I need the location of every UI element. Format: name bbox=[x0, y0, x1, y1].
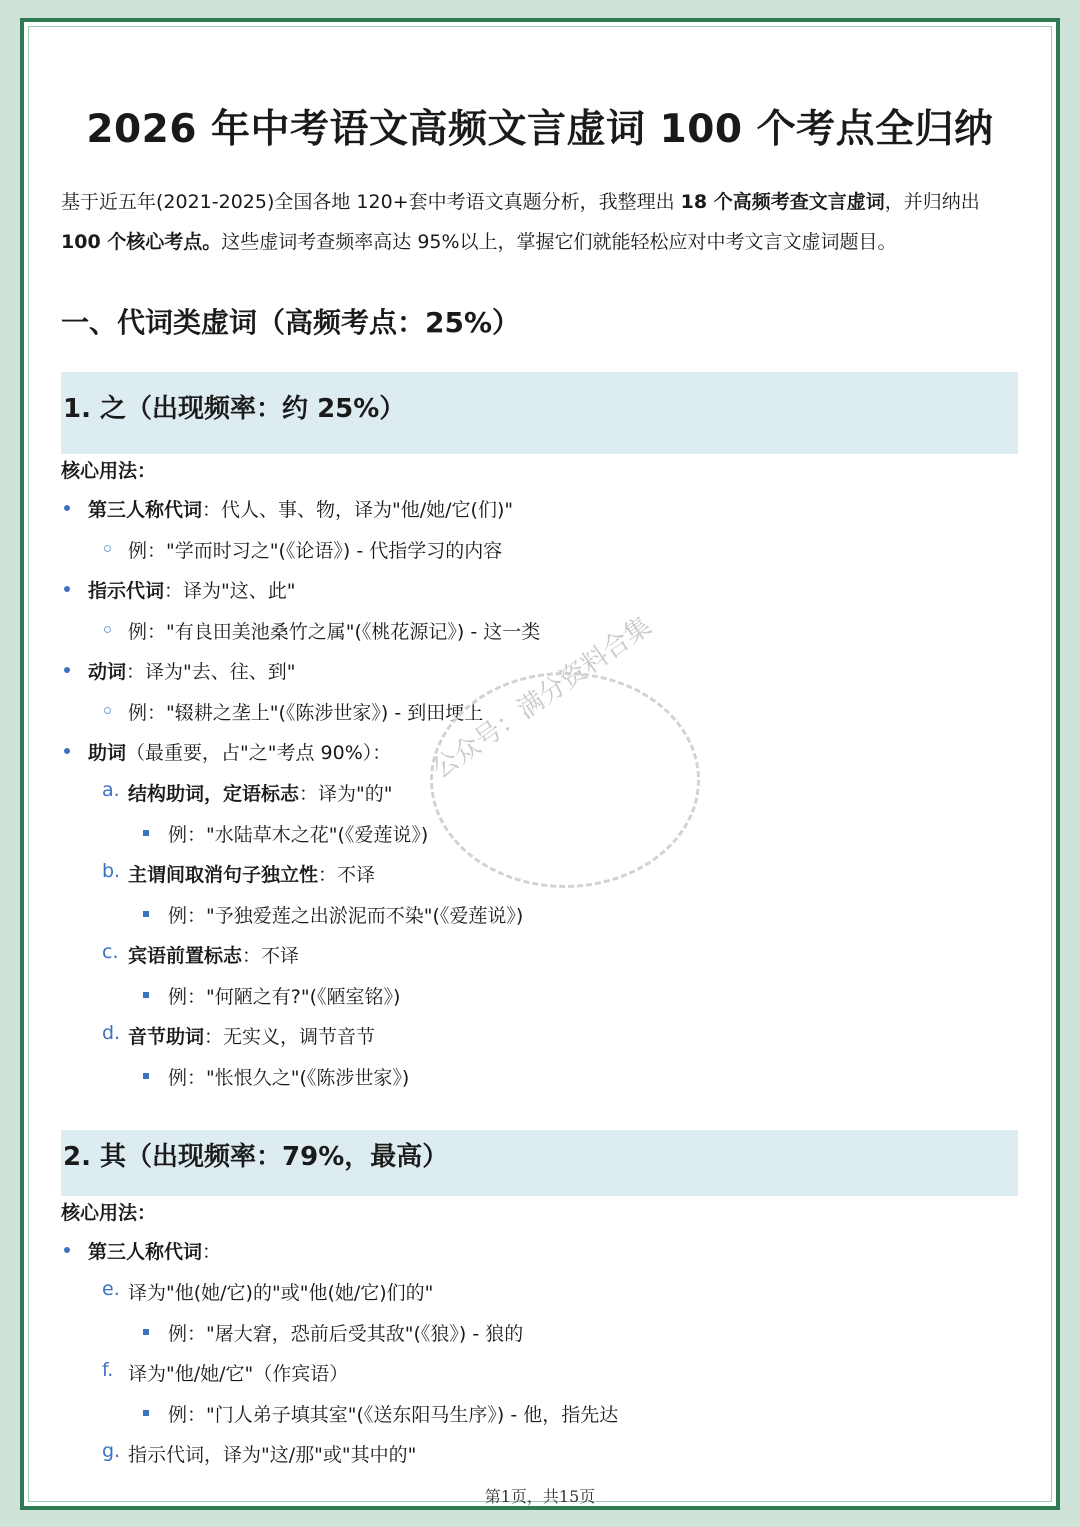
item-bold: 助词 bbox=[88, 742, 127, 764]
sub-item bbox=[128, 941, 299, 968]
item-text: ：译为"的" bbox=[299, 783, 393, 805]
sub-item bbox=[128, 860, 375, 887]
list-letter: g. bbox=[102, 1440, 121, 1462]
example-line: 例："屠大窘，恐前后受其敌"(《狼》) - 狼的 bbox=[168, 1323, 524, 1345]
list-letter: e. bbox=[102, 1278, 120, 1300]
list-letter: a. bbox=[102, 779, 120, 801]
item2-core-label: 核心用法： bbox=[61, 1202, 157, 1224]
intro-paragraph bbox=[61, 182, 1021, 262]
bullet-icon bbox=[64, 586, 70, 592]
item2-heading: 2. 其（出现频率：79%，最高） bbox=[61, 1130, 1018, 1196]
square-bullet-icon bbox=[143, 992, 149, 998]
example-line: 例："门人弟子填其室"(《送东阳马生序》) - 他，指先达 bbox=[168, 1404, 619, 1426]
document-page bbox=[20, 18, 1060, 1510]
sub-item bbox=[128, 779, 393, 806]
example-line: 例："怅恨久之"(《陈涉世家》) bbox=[168, 1067, 410, 1089]
bullet-icon bbox=[64, 667, 70, 673]
example-line: 例："何陋之有?"(《陋室铭》) bbox=[168, 986, 401, 1008]
item-bold: 结构助词，定语标志 bbox=[128, 783, 300, 805]
watermark-stamp bbox=[430, 672, 700, 888]
sub-item: 指示代词，译为"这/那"或"其中的" bbox=[128, 1444, 417, 1466]
document-title: 2026 年中考语文高频文言虚词 100 个考点全归纳 bbox=[86, 107, 994, 152]
bullet-icon bbox=[64, 505, 70, 511]
item-text: ：不译 bbox=[318, 864, 376, 886]
example-line: 例："予独爱莲之出淤泥而不染"(《爱莲说》) bbox=[168, 905, 524, 927]
list-item bbox=[88, 576, 296, 603]
page-footer: 第1页，共15页 bbox=[484, 1487, 596, 1506]
item1-core-label: 核心用法： bbox=[61, 460, 157, 482]
item-bold: 第三人称代词 bbox=[88, 1241, 203, 1263]
sub-item bbox=[128, 1022, 375, 1049]
list-item bbox=[88, 657, 296, 684]
item-bold: 第三人称代词 bbox=[88, 499, 203, 521]
list-item bbox=[88, 495, 513, 522]
item-text: ：译为"这、此" bbox=[164, 580, 296, 602]
square-bullet-icon bbox=[143, 1073, 149, 1079]
sub-item: 译为"他/她/它"（作宾语） bbox=[128, 1363, 349, 1385]
list-item bbox=[88, 1237, 221, 1264]
list-letter: c. bbox=[102, 941, 119, 963]
list-letter: d. bbox=[102, 1022, 121, 1044]
item-text: ：无实义，调节音节 bbox=[204, 1026, 376, 1048]
square-bullet-icon bbox=[143, 1410, 149, 1416]
bullet-icon bbox=[64, 1247, 70, 1253]
item-text: （最重要，占"之"考点 90%）： bbox=[126, 742, 392, 764]
example-line: 例："辍耕之垄上"(《陈涉世家》) - 到田埂上 bbox=[128, 702, 484, 724]
intro-text-1: 基于近五年(2021-2025)全国各地 120+套中考语文真题分析，我整理出 bbox=[61, 191, 681, 213]
sub-bullet-icon bbox=[104, 545, 111, 552]
item-text: ： bbox=[202, 1241, 222, 1263]
section-heading: 一、代词类虚词（高频考点：25%） bbox=[61, 306, 521, 339]
list-letter: b. bbox=[102, 860, 121, 882]
item-text: ：不译 bbox=[242, 945, 300, 967]
item-bold: 指示代词 bbox=[88, 580, 165, 602]
square-bullet-icon bbox=[143, 911, 149, 917]
square-bullet-icon bbox=[143, 830, 149, 836]
watermark-text: 公众号：满分资料合集 bbox=[426, 611, 658, 785]
item-text: ：代人、事、物，译为"他/她/它(们)" bbox=[202, 499, 514, 521]
intro-bold-1: 18 个高频考查文言虚词 bbox=[680, 191, 885, 213]
list-letter: f. bbox=[102, 1359, 114, 1381]
list-item bbox=[88, 738, 391, 765]
sub-bullet-icon bbox=[104, 707, 111, 714]
example-line: 例："有良田美池桑竹之属"(《桃花源记》) - 这一类 bbox=[128, 621, 541, 643]
item-bold: 宾语前置标志 bbox=[128, 945, 243, 967]
square-bullet-icon bbox=[143, 1329, 149, 1335]
item-bold: 主谓间取消句子独立性 bbox=[128, 864, 319, 886]
item-bold: 动词 bbox=[88, 661, 127, 683]
intro-bold-2: 100 个核心考点。 bbox=[61, 231, 222, 253]
intro-text-3: 这些虚词考查频率高达 95%以上，掌握它们就能轻松应对中考文言文虚词题目。 bbox=[221, 231, 897, 253]
bullet-icon bbox=[64, 748, 70, 754]
item1-heading: 1. 之（出现频率：约 25%） bbox=[61, 372, 1018, 454]
item-bold: 音节助词 bbox=[128, 1026, 205, 1048]
example-line: 例："水陆草木之花"(《爱莲说》) bbox=[168, 824, 429, 846]
sub-bullet-icon bbox=[104, 626, 111, 633]
sub-item: 译为"他(她/它)的"或"他(她/它)们的" bbox=[128, 1282, 434, 1304]
example-line: 例："学而时习之"(《论语》) - 代指学习的内容 bbox=[128, 540, 503, 562]
intro-text-2: ，并归纳出 bbox=[884, 191, 980, 213]
item-text: ：译为"去、往、到" bbox=[126, 661, 296, 683]
